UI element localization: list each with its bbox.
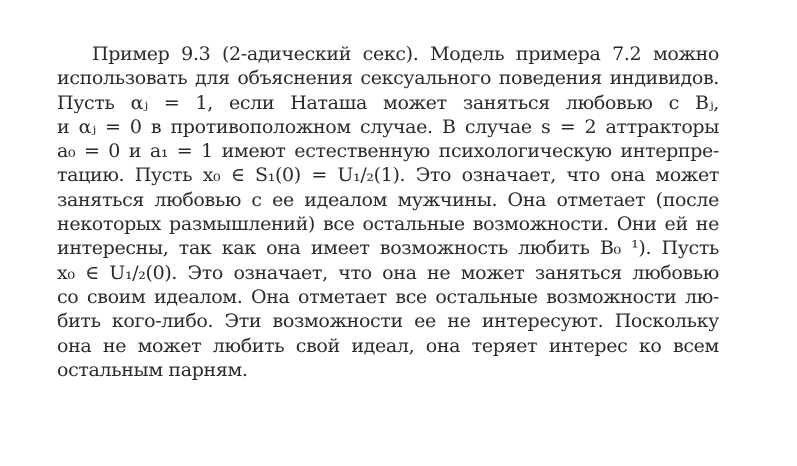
text-line: Пример 9.3 (2-адический секс). Модель примера 7.2 можно [92, 43, 719, 65]
text-line: бить кого-либо. Эти возможности ее не интересуют. Поскольку [57, 310, 719, 333]
text-line: остальным парням. [57, 358, 248, 381]
example-paragraph [57, 42, 719, 382]
text-line: заняться любовью с ее идеалом мужчины. Она отметает (после [57, 188, 719, 211]
text-line: интересны, так как она имеет возможность любить B₀ ¹). Пусть [57, 237, 719, 260]
text-line: со своим идеалом. Она отметает все остальные возможности лю- [57, 285, 719, 308]
text-line: Пусть αⱼ = 1, если Наташа может заняться любовью с Bⱼ, [57, 91, 719, 114]
text-line: некоторых размышлений) все остальные возможности. Они ей не [57, 213, 719, 236]
text-line: тацию. Пусть x₀ ∈ S₁(0) = U₁/₂(1). Это означает, что она может [57, 164, 719, 187]
text-line: x₀ ∈ U₁/₂(0). Это означает, что она не может заняться любовью [57, 261, 719, 284]
text-line: она не может любить свой идеал, она теряет интерес ко всем [57, 334, 719, 357]
text-line: использовать для объяснения сексуального поведения индивидов. [57, 67, 719, 90]
text-line: a₀ = 0 и a₁ = 1 имеют естественную психологическую интерпре- [57, 140, 719, 163]
text-line: и αⱼ = 0 в противоположном случае. В случае s = 2 аттракторы [57, 115, 719, 138]
